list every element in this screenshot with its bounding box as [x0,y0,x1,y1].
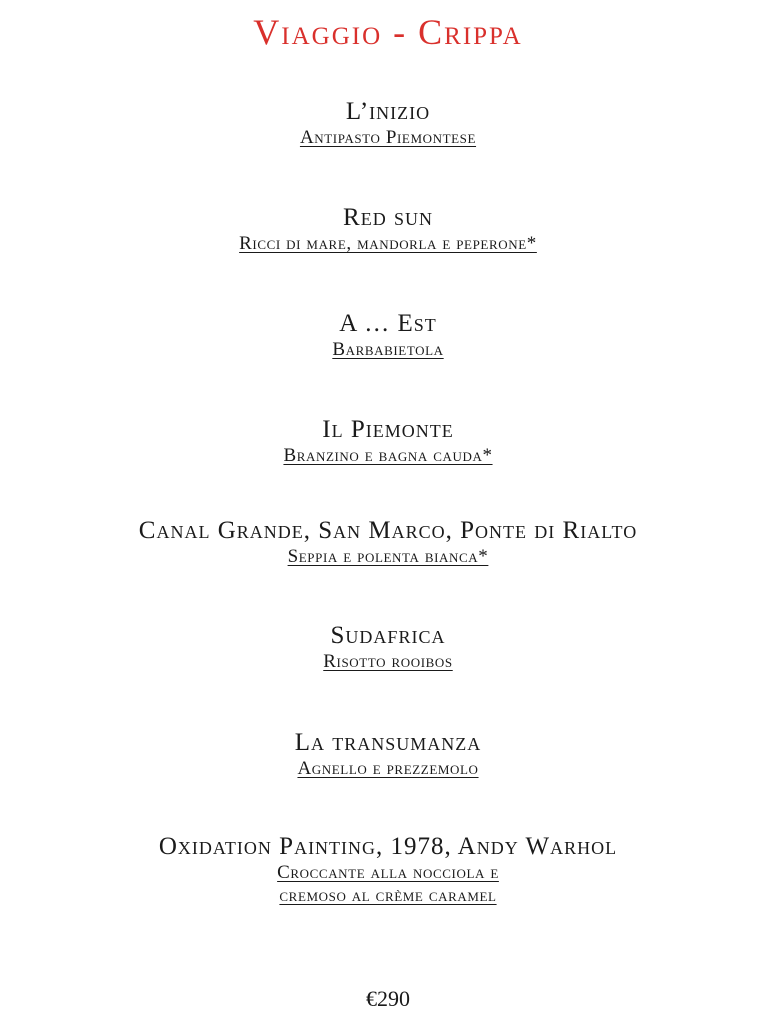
course-name: Oxidation Painting, 1978, Andy Warhol [158,833,618,860]
course-description [0,861,776,907]
course-description [0,338,776,361]
course-name: Sudafrica [330,622,446,649]
course-7 [0,729,776,780]
course-name: A … Est [339,310,437,337]
course-description [0,650,776,673]
course-2 [0,204,776,255]
course-name: Il Piemonte [322,416,454,443]
course-description [0,126,776,149]
course-description [0,545,776,568]
course-description-line: cremoso al crème caramel [279,885,497,906]
course-description-line: Agnello e prezzemolo [297,758,479,779]
course-name: Red sun [343,204,433,231]
course-description [0,444,776,467]
course-description-line: Barbabietola [332,339,444,360]
course-5 [0,517,776,568]
course-description [0,757,776,780]
course-description-line: Seppia e polenta bianca* [287,546,489,567]
course-description [0,232,776,255]
course-description-line: Croccante alla nocciola e [277,862,499,883]
course-8 [0,833,776,907]
menu-price: €290 [366,986,410,1011]
course-name: La transumanza [294,729,482,756]
menu-title: Viaggio - Crippa [253,12,523,52]
course-description-line: Ricci di mare, mandorla e peperone* [239,233,537,254]
course-description-line: Branzino e bagna cauda* [283,445,493,466]
course-4 [0,416,776,467]
course-description-line: Antipasto Piemontese [299,127,477,148]
course-name: L’inizio [345,98,431,125]
course-3 [0,310,776,361]
course-description-line: Risotto rooibos [323,651,453,672]
course-name: Canal Grande, San Marco, Ponte di Rialto [138,517,638,544]
course-1 [0,98,776,149]
course-6 [0,622,776,673]
